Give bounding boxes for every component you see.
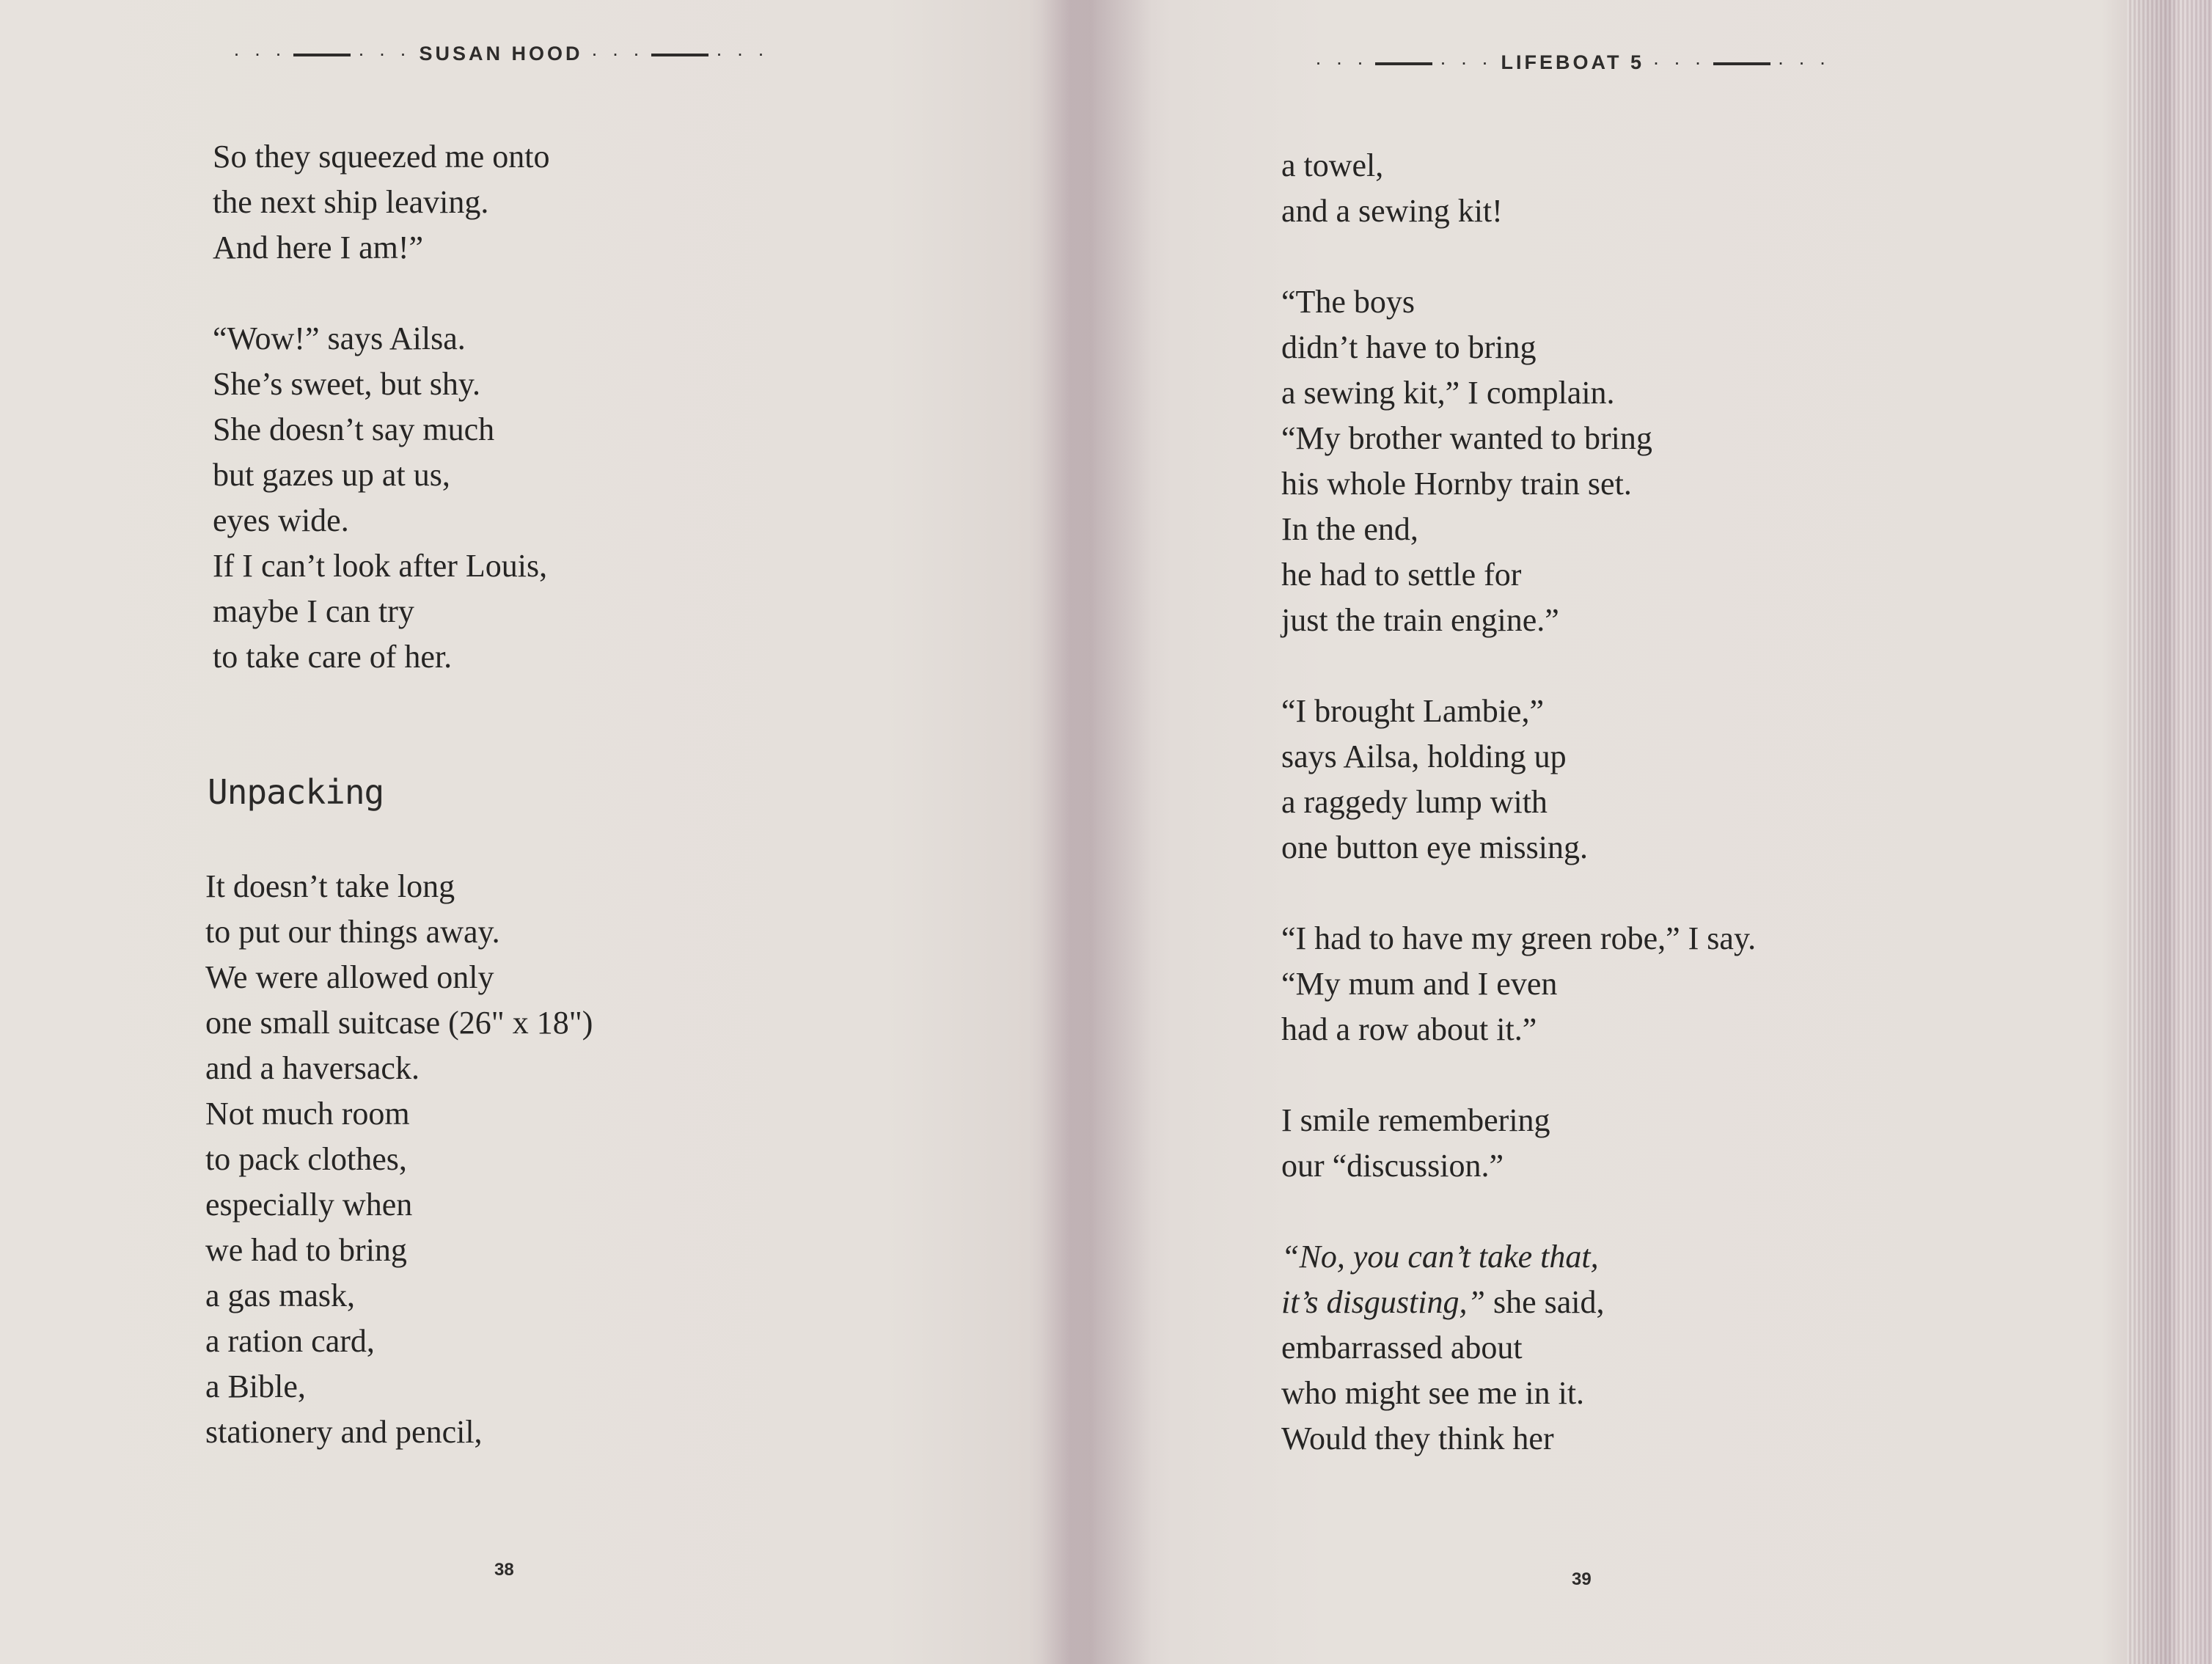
section-heading: Unpacking: [208, 772, 384, 812]
book-title: LIFEBOAT 5: [1501, 51, 1644, 73]
book-gutter: [1041, 0, 1151, 1664]
left-verse-bottom: [205, 864, 593, 1455]
stanza: a towel, and a sewing kit!: [1281, 147, 1503, 229]
page-number: 39: [1572, 1569, 1592, 1589]
left-verse-top: [213, 134, 549, 680]
stanza: “I had to have my green robe,” I say. “My mum and I even had a row about it.”: [1281, 920, 1757, 1047]
stanza: “The boys didn’t have to bring a sewing kit,” I complain. “My brother wanted to bring his whole Hornby train set. In the end, he had to settle for just the train engine.”: [1281, 284, 1652, 638]
left-running-head: · · · · · · SUSAN HOOD · · · · · ·: [233, 43, 769, 65]
stanza: “No, you can’t take that, it’s disgusting,” she said, embarrassed about who might see me in it. Would they think her: [1281, 1239, 1605, 1456]
page-edges: [2127, 0, 2212, 1664]
stanza: “I brought Lambie,” says Ailsa, holding up a raggedy lump with one button eye missing.: [1281, 693, 1588, 865]
author-name: SUSAN HOOD: [419, 43, 583, 65]
stanza: So they squeezed me onto the next ship leaving. And here I am!”: [213, 139, 550, 265]
page-number: 38: [494, 1560, 514, 1580]
right-running-head: · · · · · · LIFEBOAT 5 · · · · · ·: [1315, 51, 1831, 73]
stanza: It doesn’t take long to put our things away. We were allowed only one small suitcase (26" x 18") and a haversack. Not much room to pack clothes, especially when we had to bring a gas mask, a ration card, a Bible, stationery and pencil,: [205, 868, 593, 1450]
stanza: I smile remembering our “discussion.”: [1281, 1102, 1550, 1184]
stanza: “Wow!” says Ailsa. She’s sweet, but shy. She doesn’t say much but gazes up at us, eyes wide. If I can’t look after Louis, maybe I can try to take care of her.: [213, 320, 548, 675]
right-verse: [1281, 143, 1756, 1462]
